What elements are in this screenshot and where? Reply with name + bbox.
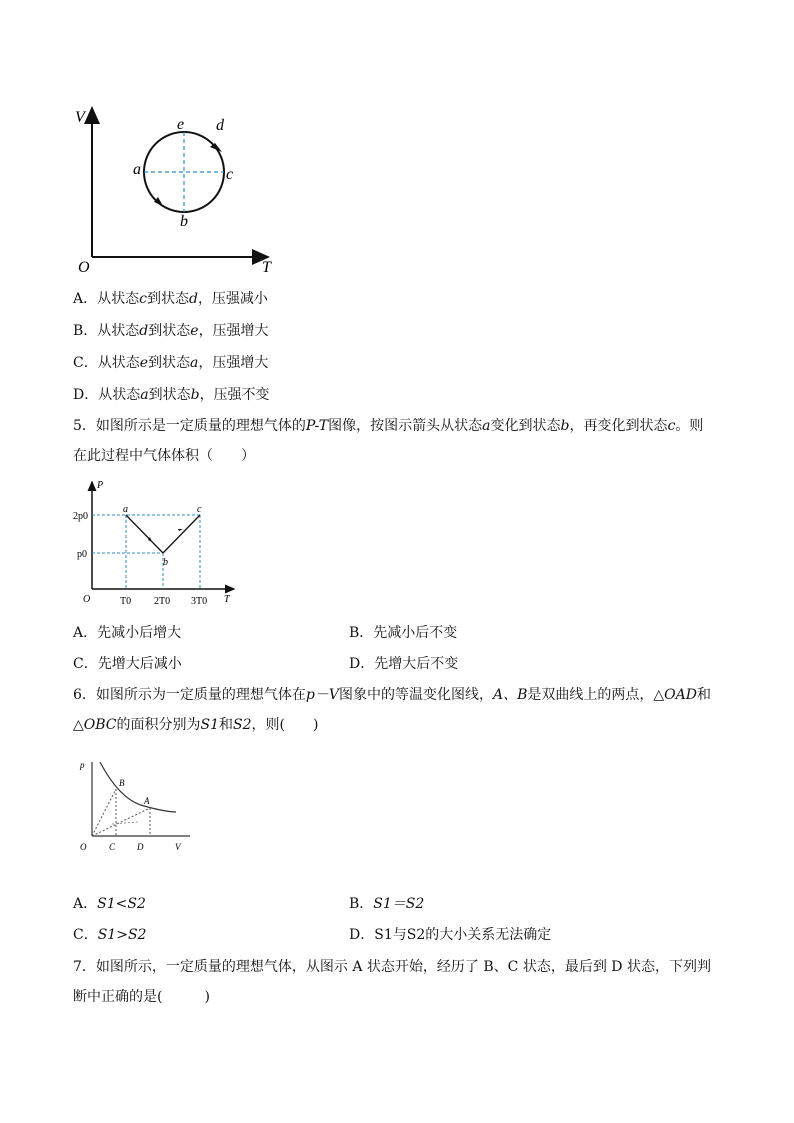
q5-point-b: b xyxy=(163,557,168,568)
q6-stem-line2: △OBC的面积分别为S1和S2，则( ) xyxy=(73,717,319,733)
q4-origin-label: O xyxy=(78,259,90,276)
q5-point-a: a xyxy=(123,504,128,515)
q5-option-c[interactable]: C．先增大后减小 xyxy=(73,656,182,672)
q4-arrow-a-to-b xyxy=(154,197,163,206)
q4-point-c: c xyxy=(226,166,234,183)
svg-text:O: O xyxy=(80,842,87,852)
svg-text:V: V xyxy=(175,842,181,852)
q5-stem-line2: 在此过程中气体体积（ ） xyxy=(73,448,255,464)
q5-tick-p0: p0 xyxy=(77,549,87,560)
q6-point-a: A xyxy=(144,796,150,806)
q4-point-a: a xyxy=(133,161,141,178)
q5-process-a-to-b xyxy=(126,515,163,553)
q4-point-b: b xyxy=(180,213,188,230)
q4-point-e: e xyxy=(177,116,185,133)
q5-pt-figure xyxy=(70,476,250,611)
q4-point-d: d xyxy=(216,117,224,134)
svg-text:p: p xyxy=(80,760,85,770)
q4-vt-figure xyxy=(70,100,290,278)
q6-option-b[interactable]: B．S1＝S2 xyxy=(349,896,425,912)
q4-option-b[interactable]: B．从状态d到状态e，压强增大 xyxy=(73,323,269,339)
q6-option-c[interactable]: C．S1>S2 xyxy=(73,927,147,943)
q5-tick-2t0: 2T0 xyxy=(154,596,171,607)
q5-option-b[interactable]: B．先减小后不变 xyxy=(349,625,458,641)
q6-pv-figure xyxy=(72,756,196,856)
q5-process-b-to-c xyxy=(163,515,200,553)
q5-tick-3t0: 3T0 xyxy=(191,596,208,607)
q4-axis-label-v: V xyxy=(75,109,85,126)
q5-point-c: c xyxy=(197,504,202,515)
q5-tick-2p0: 2p0 xyxy=(73,511,88,522)
q6-isotherm-curve xyxy=(100,762,176,812)
q5-stem-line1: 5．如图所示是一定质量的理想气体的P-T图像，按图示箭头从状态a变化到状态b，再变化到状态c。则 xyxy=(73,418,704,434)
q7-stem-line1: 7．如图所示，一定质量的理想气体，从图示 A 状态开始，经历了 B、C 状态，最后到 D 状态，下列判 xyxy=(73,959,711,975)
q5-tick-t0: T0 xyxy=(120,596,132,607)
q6-point-d: D xyxy=(137,842,144,852)
q5-option-d[interactable]: D．先增大后不变 xyxy=(349,656,459,672)
q5-option-a[interactable]: A．先减小后增大 xyxy=(73,625,182,641)
q6-option-a[interactable]: A．S1<S2 xyxy=(73,896,146,912)
q4-option-c[interactable]: C．从状态e到状态a，压强增大 xyxy=(73,355,269,371)
q6-stem-line1: 6．如图所示为一定质量的理想气体在p－V图象中的等温变化图线，A、B是双曲线上的两点，△OAD和 xyxy=(73,687,711,703)
q4-option-d[interactable]: D．从状态a到状态b，压强不变 xyxy=(73,387,270,403)
q4-option-a[interactable]: A．从状态c到状态d，压强减小 xyxy=(73,291,268,307)
q4-axis-label-t: T xyxy=(262,259,271,276)
q6-option-d[interactable]: D．S1与S2的大小关系无法确定 xyxy=(349,927,552,943)
svg-text:T: T xyxy=(224,594,230,605)
q6-point-c: C xyxy=(109,842,116,852)
svg-text:O: O xyxy=(83,594,91,605)
svg-text:P: P xyxy=(97,480,104,491)
q7-stem-line2: 断中正确的是( ) xyxy=(73,989,210,1005)
q6-point-b: B xyxy=(119,778,125,788)
